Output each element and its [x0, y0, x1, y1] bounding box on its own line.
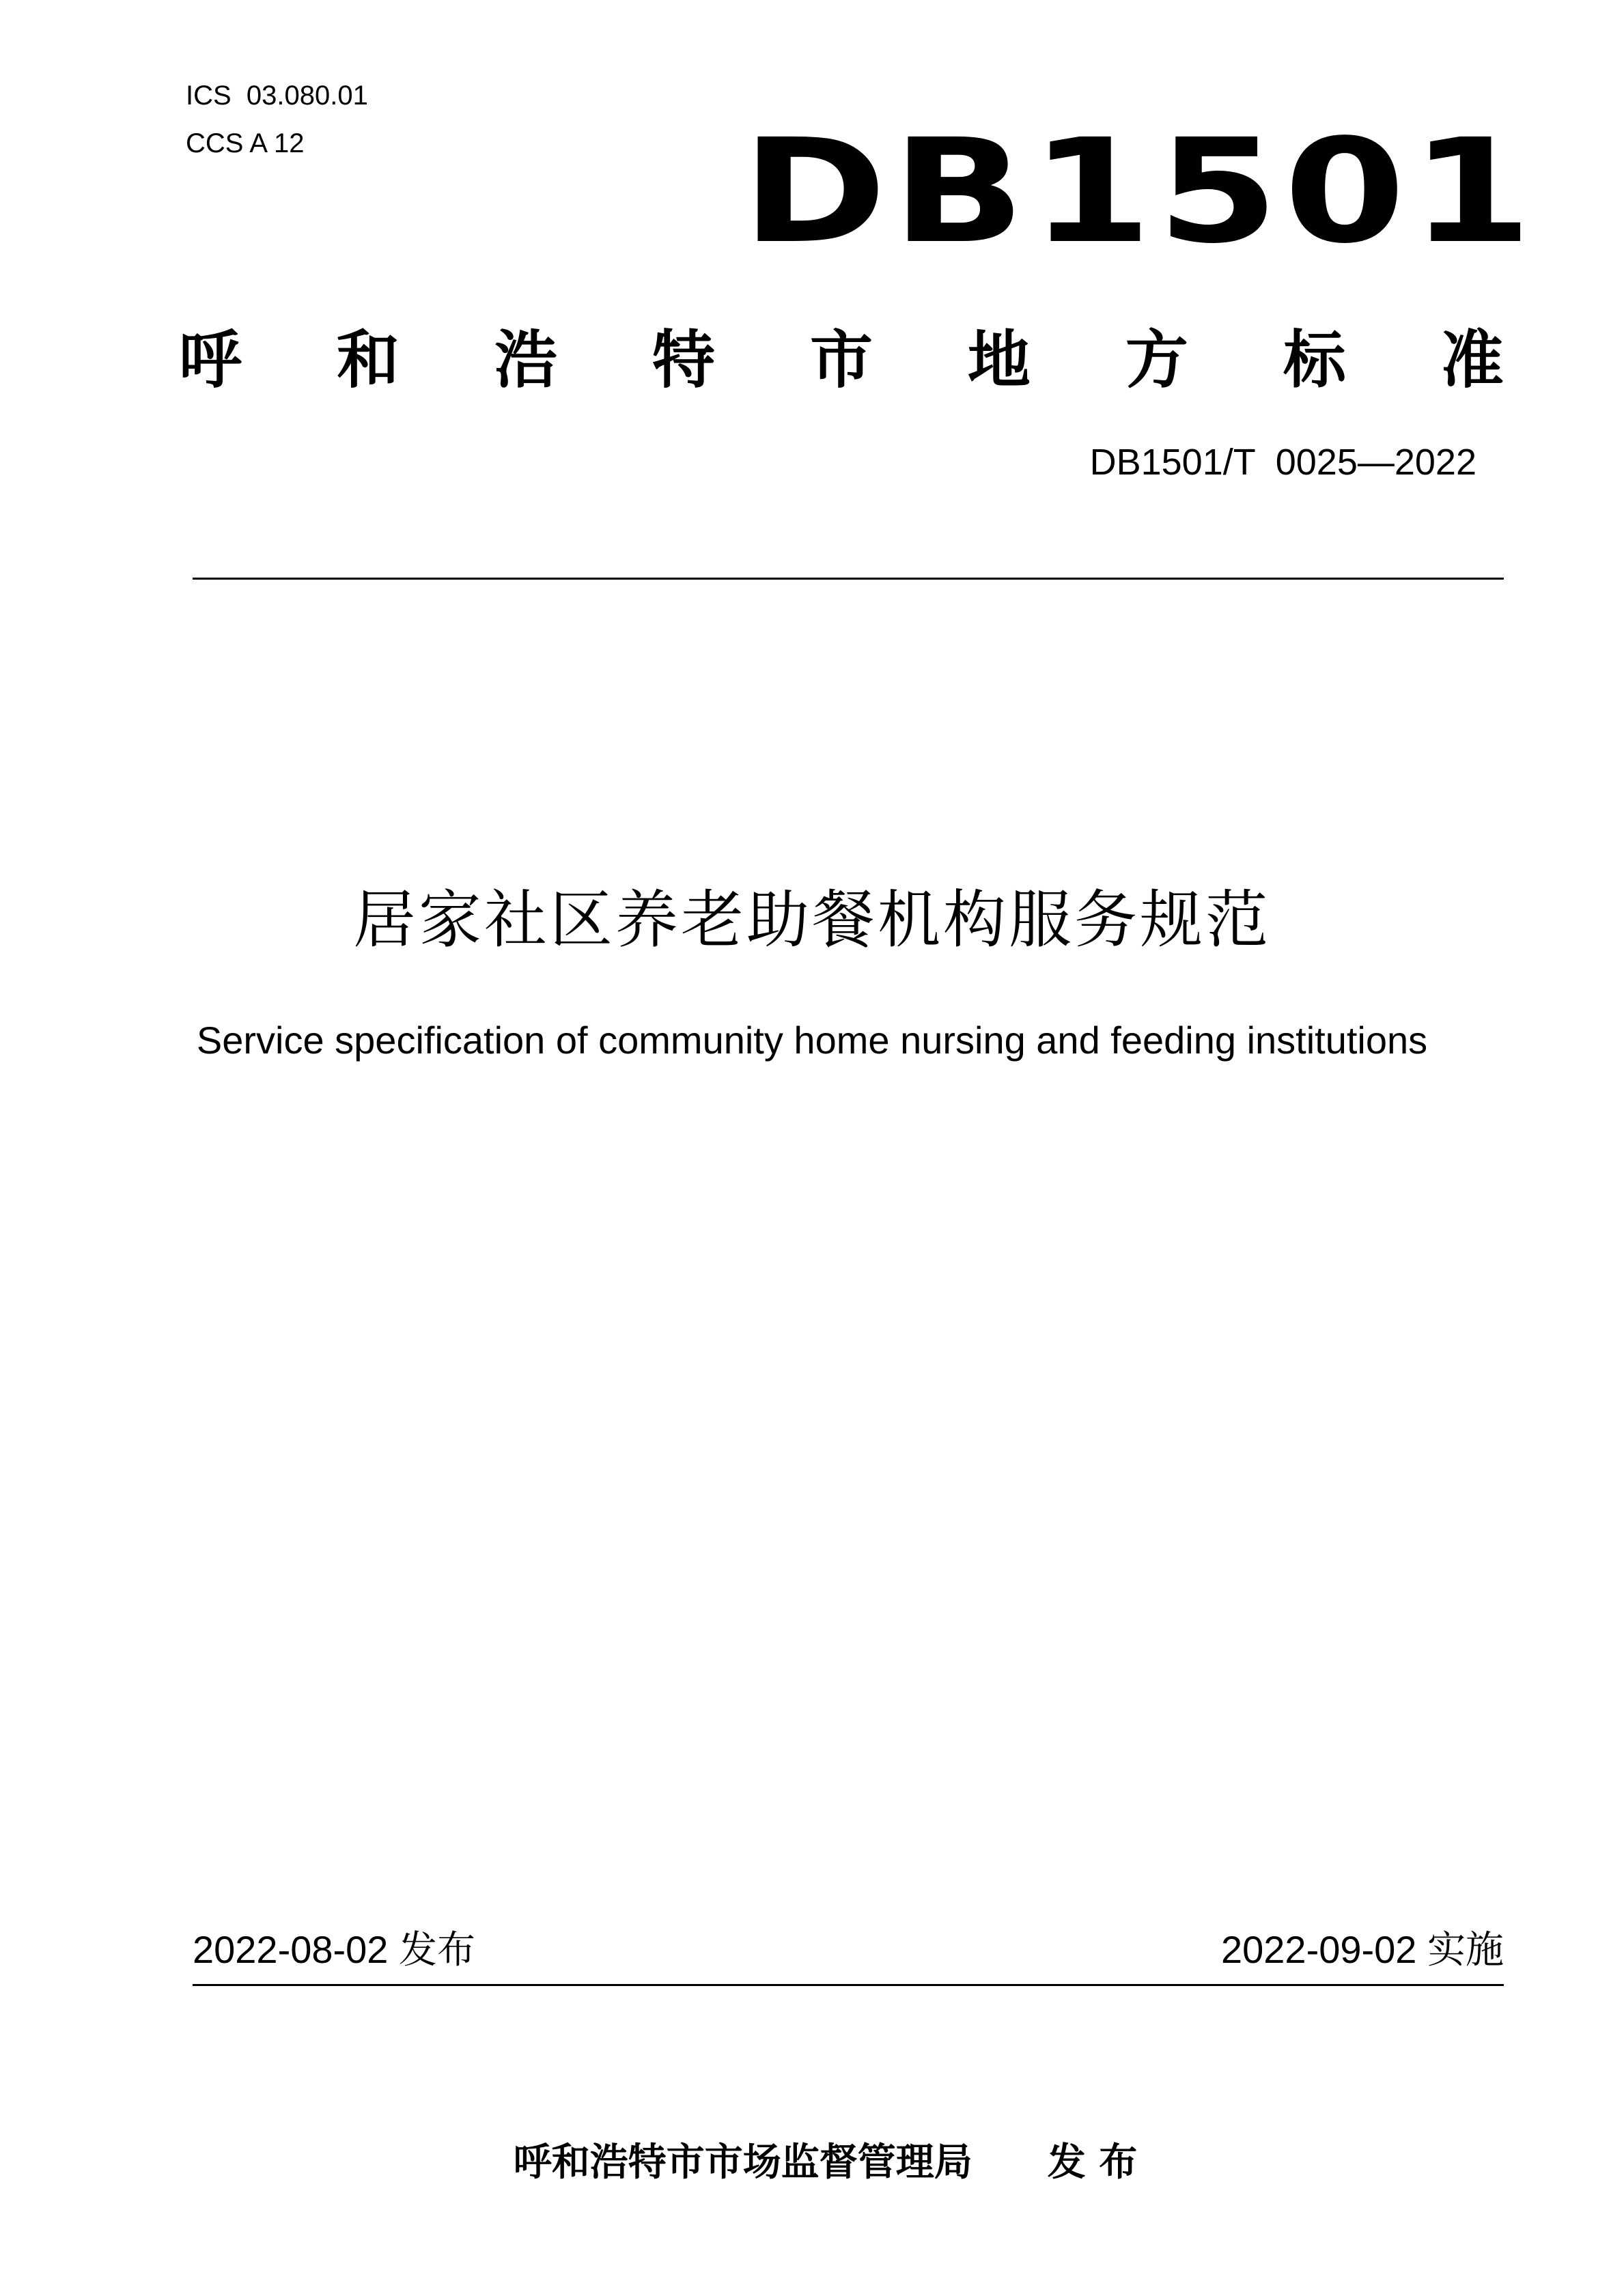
implement-date: 2022-09-02	[1220, 1928, 1417, 1971]
standard-type-heading	[179, 314, 1504, 396]
implement-label: 实施	[1427, 1928, 1504, 1972]
standard-type-char: 方	[1125, 324, 1188, 397]
standard-type-char: 呼	[179, 324, 242, 397]
implement-date-line	[1221, 1925, 1504, 1975]
standard-type-char: 浩	[494, 324, 557, 397]
standard-type-char: 和	[336, 324, 400, 397]
issue-date-line	[193, 1925, 475, 1975]
standard-type-char: 准	[1440, 324, 1504, 397]
standard-type-char: 特	[652, 324, 715, 397]
publisher-line	[0, 2089, 1624, 2187]
publisher-name: 呼和浩特市市场监督管理局	[513, 2140, 972, 2185]
standard-number: DB1501/T 0025—2022	[1089, 442, 1476, 483]
ics-code: ICS 03.080.01	[186, 81, 368, 111]
standard-type-char: 地	[967, 324, 1031, 397]
ccs-code: CCS A 12	[186, 128, 305, 158]
standard-type-char: 市	[809, 324, 873, 397]
title-chinese: 居家社区养老助餐机构服务规范	[352, 883, 1271, 956]
issue-date: 2022-08-02	[193, 1928, 389, 1971]
publisher-action: 发 布	[1047, 2140, 1138, 2185]
title-english: Service specification of community home nursing and feeding institutions	[196, 1019, 1428, 1062]
bottom-divider	[193, 1984, 1504, 1986]
top-divider	[193, 578, 1504, 580]
db-logo: DB1501	[742, 108, 1537, 275]
issue-label: 发布	[399, 1928, 476, 1972]
standard-type-char: 标	[1283, 324, 1346, 397]
